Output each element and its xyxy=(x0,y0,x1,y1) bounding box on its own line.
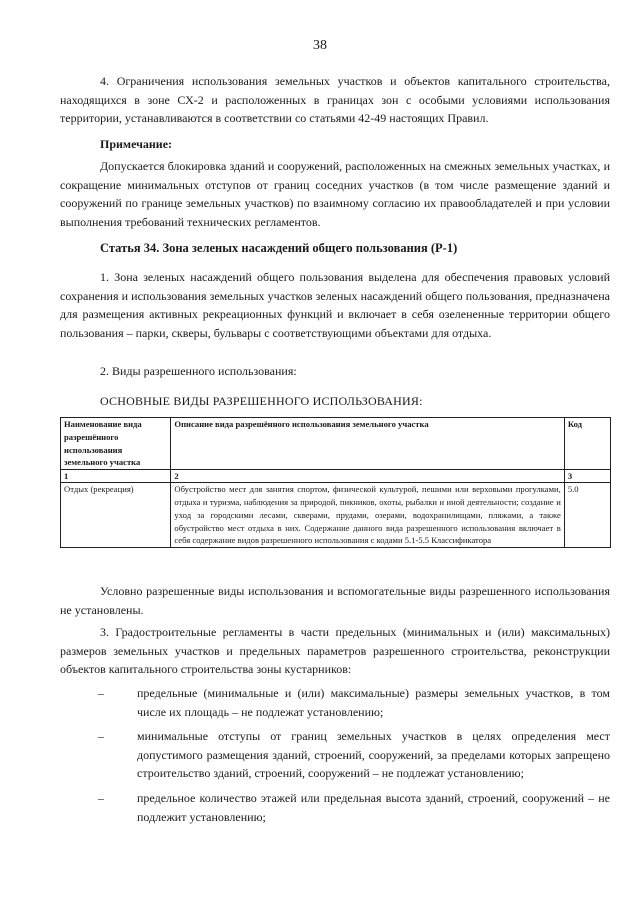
list-item xyxy=(60,684,610,721)
dash-marker: – xyxy=(98,729,104,744)
paragraph-1: 1. Зона зеленых насаждений общего пользования выделена для обеспечения правовых условий сохранения и использования земельных участков зеленых насаждений общего пользования, предназначена для размещения активных рекреационных функций и включает в себя озелененные территории общего пользования – парки, скверы, бульвары с соответствующими объектами для отдыха. xyxy=(60,270,610,340)
column-number-1: 1 xyxy=(61,470,171,483)
column-number-2: 2 xyxy=(171,470,564,483)
paragraph-4: 4. Ограничения использования земельных участков и объектов капитального строительства, находящихся в зоне СХ-2 и расположенных в границах зон с особыми условиями использования территории, устанавливаются в соответствии со статьями 42-49 настоящих Правил. xyxy=(60,74,610,126)
table-header-row xyxy=(61,418,611,470)
note-text: Допускается блокировка зданий и сооружений, расположенных на смежных земельных участках, и сокращение минимальных отступов от границ соседних участков (в том числе размещение зданий и сооружений по границе земельных участков) по взаимному согласию их правообладателей и при условии выполнения требований технических регламентов. xyxy=(60,159,610,229)
page-number: 38 xyxy=(313,38,327,53)
regulations-list xyxy=(60,684,610,826)
table-number-row xyxy=(61,470,611,483)
table-row xyxy=(61,483,611,548)
paragraph-2: 2. Виды разрешенного использования: xyxy=(100,364,297,378)
row-name: Отдых (рекреация) xyxy=(61,483,171,548)
header-name: Наименование вида разрешённого использования земельного участка xyxy=(61,418,171,470)
article-title: Статья 34. Зона зеленых насаждений общего пользования (Р-1) xyxy=(100,241,458,255)
conditional-uses-text: Условно разрешенные виды использования и вспомогательные виды разрешенного использования не установлены. xyxy=(60,584,610,617)
header-description: Описание вида разрешённого использования земельного участка xyxy=(171,418,564,470)
list-item-text: минимальные отступы от границ земельных участков в целях определения мест допустимого размещения зданий, строений, сооружений, за пределами которых запрещено строительство зданий, строений, сооружений – не подлежат установлению; xyxy=(137,729,610,781)
list-item xyxy=(60,727,610,783)
column-number-3: 3 xyxy=(564,470,610,483)
permitted-use-table xyxy=(60,417,611,548)
row-description: Обустройство мест для занятия спортом, физической культурой, пешими или верховыми прогулками, отдыха и туризма, наблюдения за природой, пикников, охоты, рыбалки и иной деятельности; создание и уход за городскими лесами, скверами, прудами, озерами, водохранилищами, пляжами, а также обустройство мест отдыха в них. Содержание данного вида разрешенного использования включает в себя содержание видов разрешенного использования с кодами 5.1-5.5 Классификатора xyxy=(171,483,564,548)
table-caption: ОСНОВНЫЕ ВИДЫ РАЗРЕШЕННОГО ИСПОЛЬЗОВАНИЯ: xyxy=(100,394,423,408)
row-code: 5.0 xyxy=(564,483,610,548)
note-title: Примечание: xyxy=(100,137,173,151)
list-item-text: предельное количество этажей или предельная высота зданий, строений, сооружений – не подлежит установлению; xyxy=(137,790,610,824)
paragraph-3: 3. Градостроительные регламенты в части предельных (минимальных и (или) максимальных) размеров земельных участков и предельных параметров разрешенного строительства, реконструкции объектов капитального строительства зоны кустарников: xyxy=(60,625,610,677)
list-item xyxy=(60,789,610,826)
list-item-text: предельные (минимальные и (или) максимальные) размеры земельных участков, в том числе их площадь – не подлежат установлению; xyxy=(137,686,610,719)
header-code: Код xyxy=(564,418,610,470)
dash-marker: – xyxy=(98,790,104,805)
dash-marker: – xyxy=(98,686,104,700)
